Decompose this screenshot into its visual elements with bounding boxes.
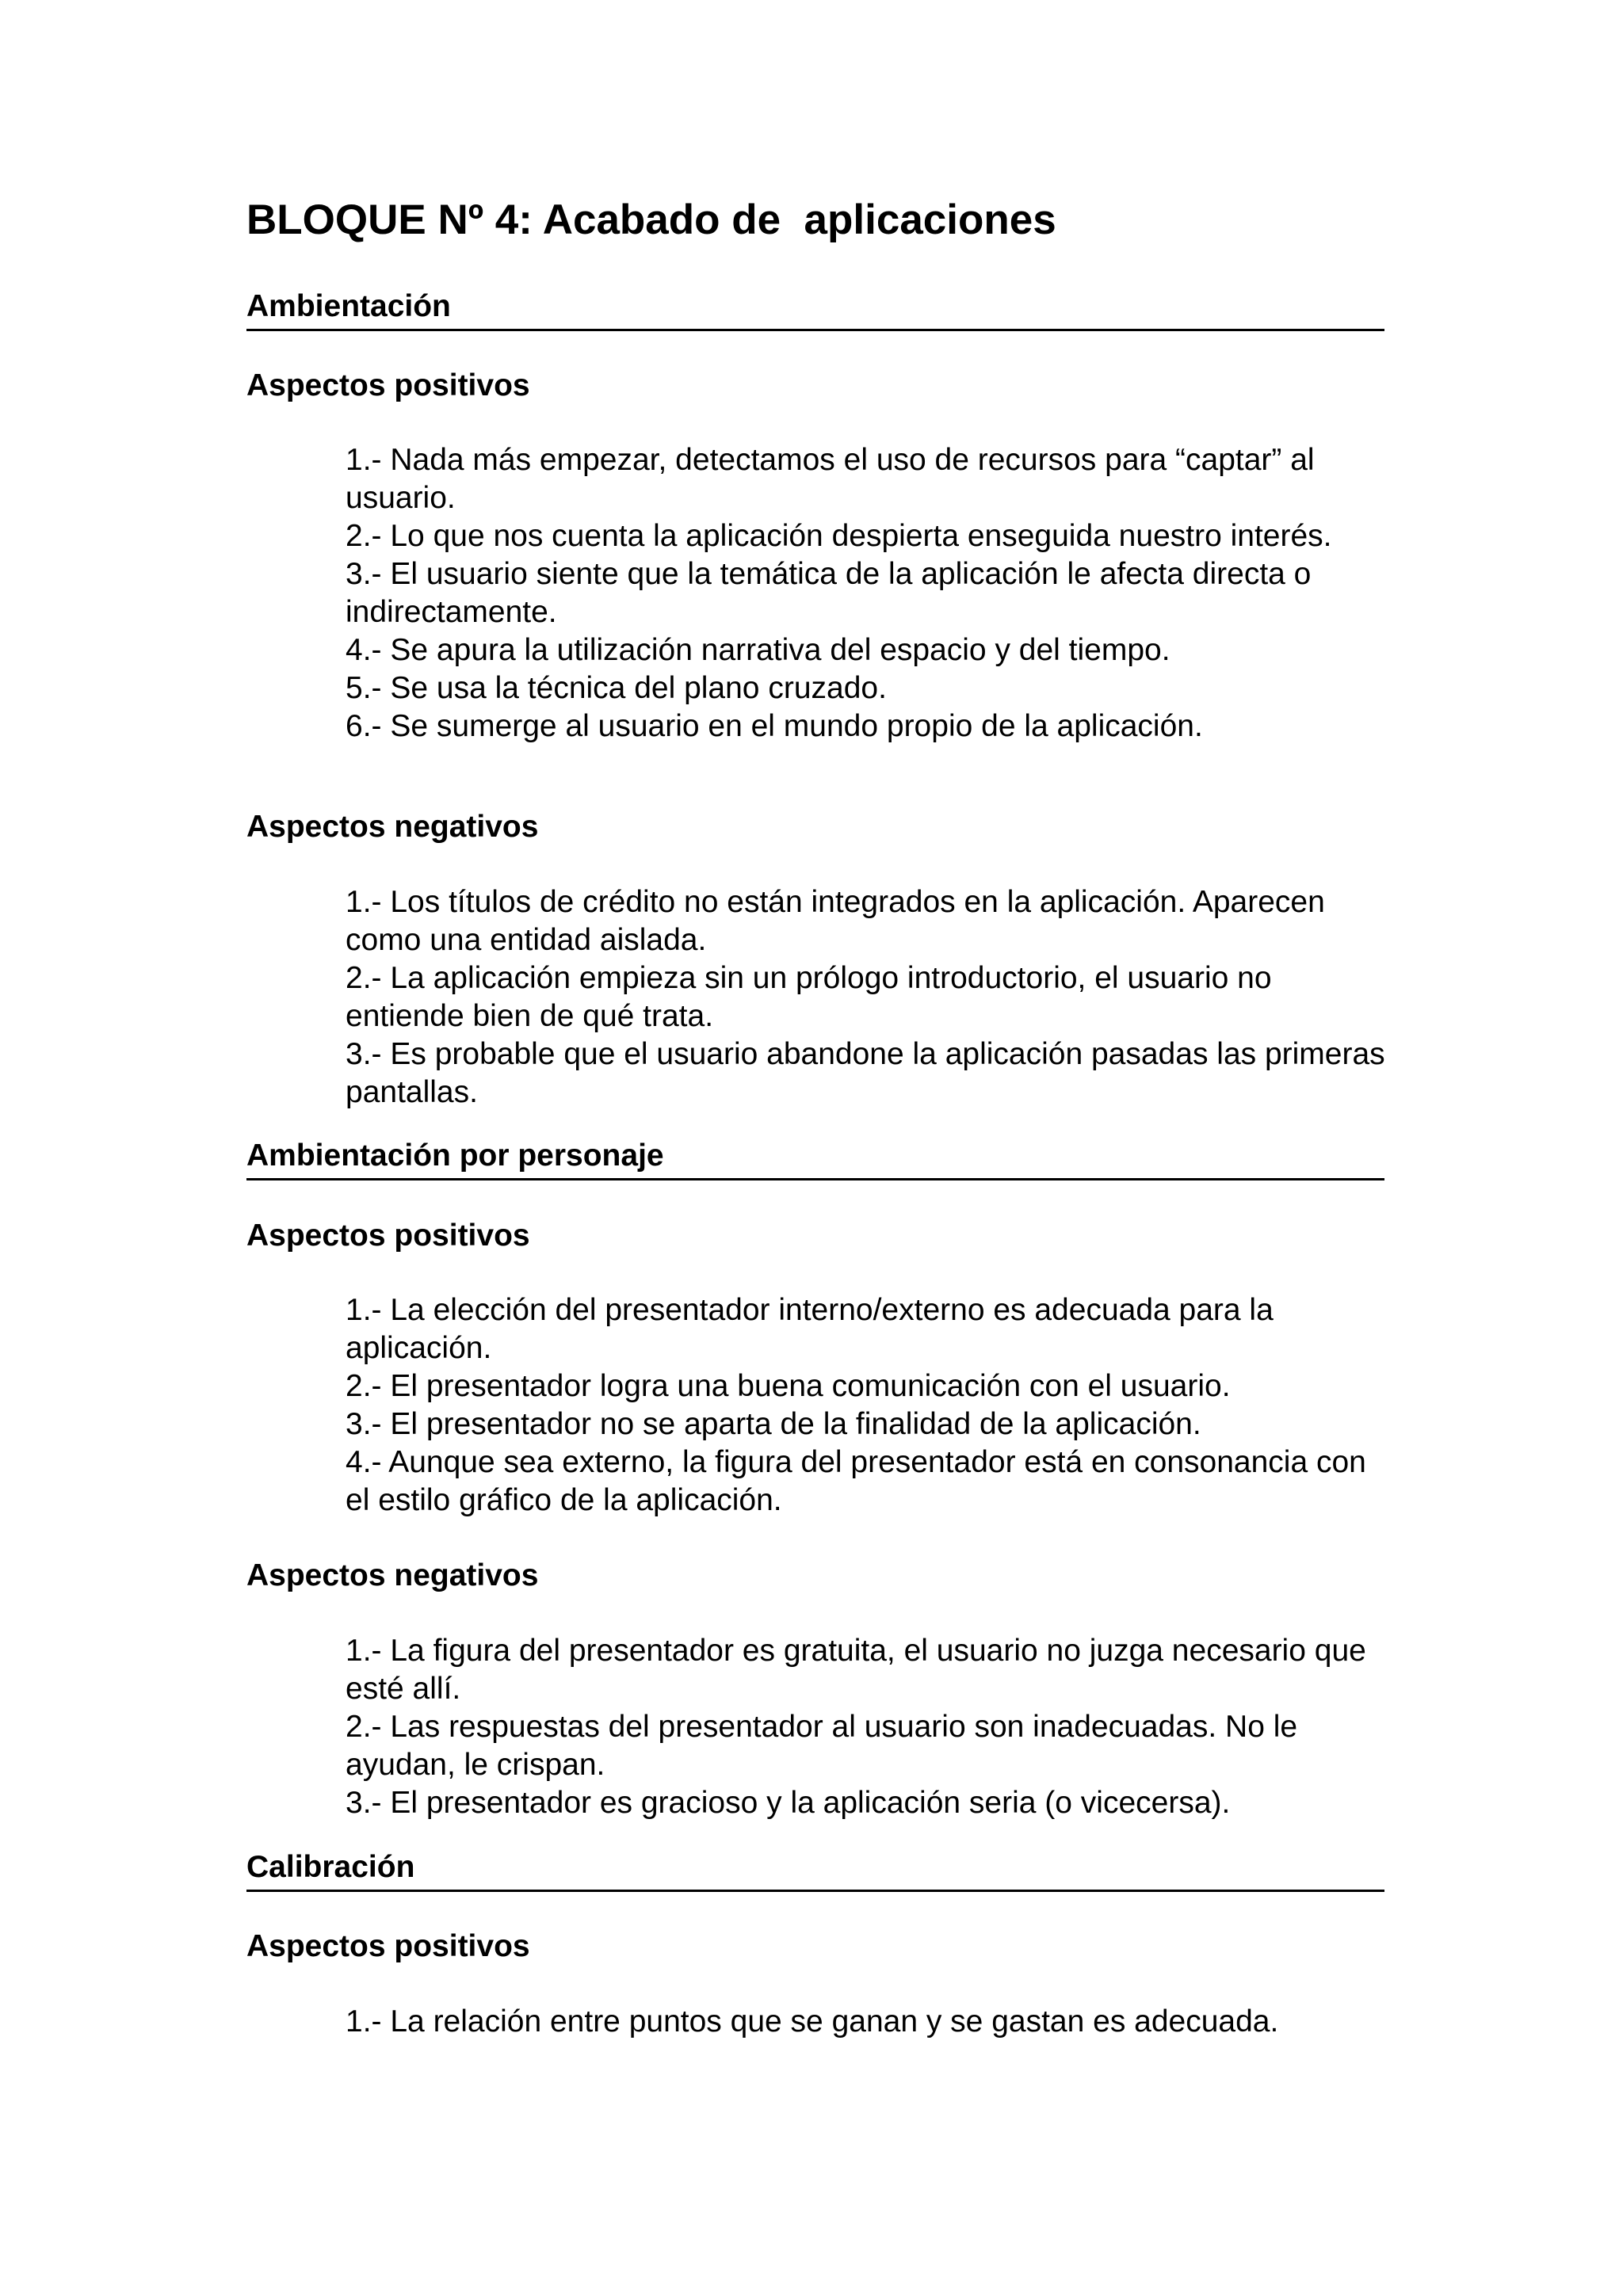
- list-item: 1.- Los títulos de crédito no están integrados en la aplicación. Aparecen como una entidad aislada.: [346, 885, 1325, 957]
- positive-aspects-heading: Aspectos positivos: [246, 1929, 530, 1963]
- negative-aspects-heading: Aspectos negativos: [246, 1558, 539, 1592]
- document-title: BLOQUE Nº 4: Acabado de aplicaciones: [246, 196, 1056, 243]
- negative-aspects-heading: Aspectos negativos: [246, 810, 539, 844]
- section-heading-label: Ambientación: [246, 289, 451, 323]
- list-item: 5.- Se usa la técnica del plano cruzado.: [346, 671, 887, 705]
- list-item: 3.- Es probable que el usuario abandone la aplicación pasadas las primeras pantallas.: [346, 1037, 1385, 1109]
- positive-aspects-list: [346, 2003, 1392, 2041]
- section-heading-label: Calibración: [246, 1850, 415, 1884]
- positive-aspects-list: [346, 441, 1392, 746]
- list-item: 1.- La figura del presentador es gratuita, el usuario no juzga necesario que esté allí.: [346, 1634, 1366, 1706]
- list-item: 1.- La relación entre puntos que se ganan y se gastan es adecuada.: [346, 2004, 1279, 2039]
- list-item: 1.- Nada más empezar, detectamos el uso de recursos para “captar” al usuario.: [346, 443, 1315, 515]
- section-heading-ambientacion-por-personaje: [246, 1136, 1384, 1180]
- list-item: 2.- Lo que nos cuenta la aplicación despierta enseguida nuestro interés.: [346, 519, 1332, 553]
- positive-aspects-list: [346, 1291, 1392, 1520]
- list-item: 2.- La aplicación empieza sin un prólogo introductorio, el usuario no entiende bien de qué trata.: [346, 961, 1272, 1033]
- list-item: 3.- El presentador es gracioso y la aplicación seria (o vicecersa).: [346, 1786, 1231, 1820]
- list-item: 1.- La elección del presentador interno/externo es adecuada para la aplicación.: [346, 1293, 1274, 1365]
- list-item: 2.- Las respuestas del presentador al usuario son inadecuadas. No le ayudan, le crispan.: [346, 1710, 1298, 1782]
- section-heading-calibracion: [246, 1848, 1384, 1892]
- list-item: 3.- El presentador no se aparta de la finalidad de la aplicación.: [346, 1407, 1201, 1441]
- list-item: 4.- Se apura la utilización narrativa del espacio y del tiempo.: [346, 633, 1170, 667]
- negative-aspects-list: [346, 883, 1392, 1112]
- negative-aspects-list: [346, 1632, 1392, 1822]
- positive-aspects-heading: Aspectos positivos: [246, 368, 530, 402]
- list-item: 3.- El usuario siente que la temática de la aplicación le afecta directa o indirectamente.: [346, 557, 1312, 629]
- list-item: 2.- El presentador logra una buena comunicación con el usuario.: [346, 1369, 1231, 1403]
- section-heading-label: Ambientación por personaje: [246, 1138, 664, 1173]
- list-item: 4.- Aunque sea externo, la figura del presentador está en consonancia con el estilo gráfico de la aplicación.: [346, 1445, 1366, 1517]
- positive-aspects-heading: Aspectos positivos: [246, 1219, 530, 1253]
- section-heading-ambientacion: [246, 287, 1384, 331]
- list-item: 6.- Se sumerge al usuario en el mundo propio de la aplicación.: [346, 709, 1203, 743]
